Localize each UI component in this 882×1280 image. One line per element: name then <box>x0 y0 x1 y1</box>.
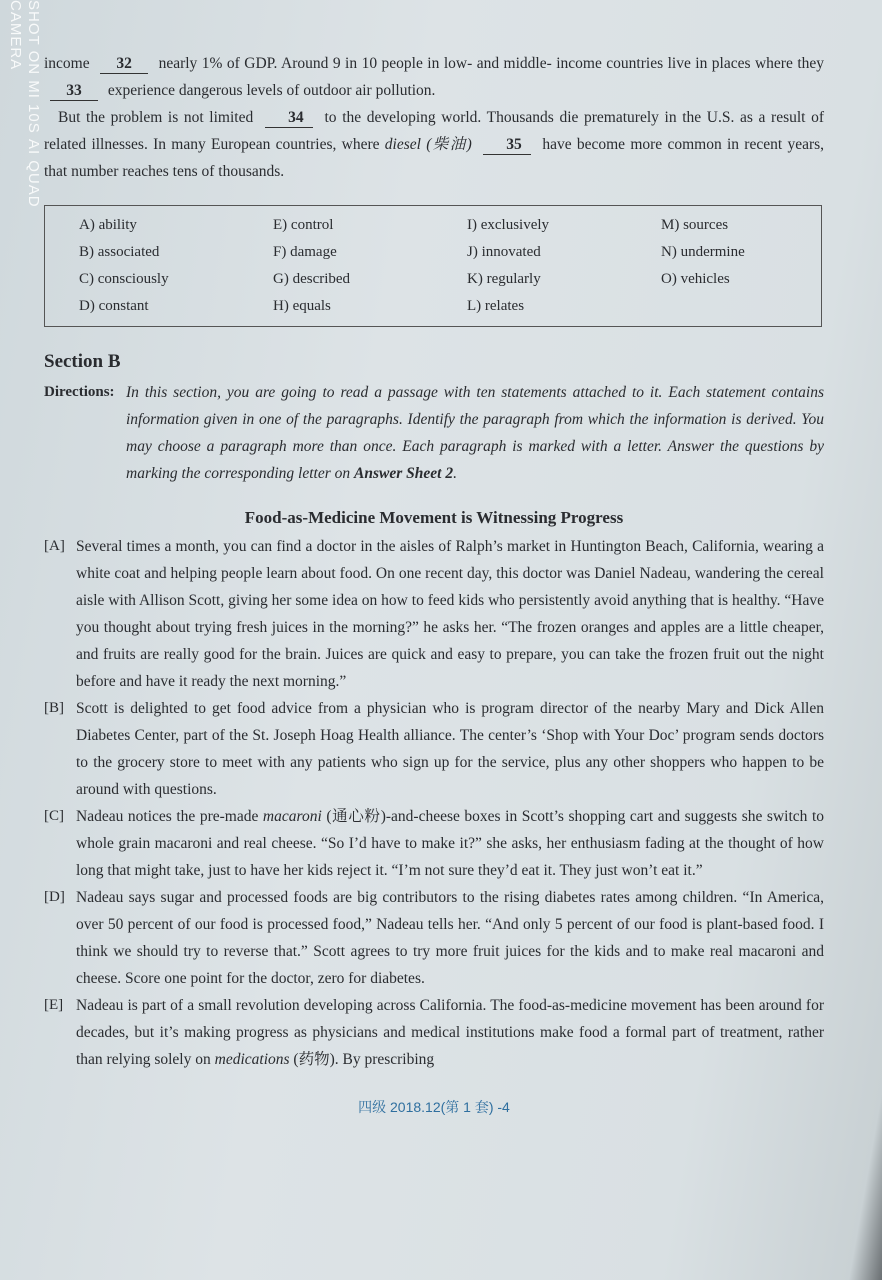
paragraph-d <box>44 884 824 992</box>
watermark-line-1: SHOT ON MI 10S <box>25 0 42 134</box>
option-j: J) innovated <box>467 244 541 260</box>
word-bank-column-4 <box>627 212 821 320</box>
option-a: A) ability <box>79 217 137 233</box>
paragraph-text: Scott is delighted to get food advice from a physician who is program director of the nearby Mary and Dick Allen Diabetes Center, part of the St. Joseph Hoag Health alliance. The center’s ‘Shop with Your Doc’ program sends doctors to the grocery store to meet with any patients who sign up for the service, plus any other shoppers who happen to be around with questions. <box>76 700 824 798</box>
blank-33[interactable]: 33 <box>50 82 98 101</box>
paragraph-text: Several times a month, you can find a doctor in the aisles of Ralph’s market in Huntington Beach, California, wearing a white coat and helping people learn about food. On one recent day, this doctor was Daniel Nadeau, wandering the cereal aisle with Allison Scott, giving her some idea on how to feed kids who persistently avoid anything that is healthy. “Have you thought about trying fresh juices in the morning?” he asks her. “The frozen oranges and apples are a little cheaper, and fruits are really good for the brain. Juices are quick and easy to prepare, you can take the frozen fruit out the night before and have it ready the next morning.” <box>76 538 824 690</box>
paragraph-b <box>44 695 824 803</box>
page-content <box>44 50 824 1117</box>
directions-text: In this section, you are going to read a passage with ten statements attached to it. Each statement contains information given in one of the paragraphs. Identify the paragraph from which the information is derived. You may choose a paragraph more than once. Each paragraph is marked with a letter. Answer the questions by marking the corresponding letter on Answer Sheet 2. <box>126 384 824 482</box>
passage-paragraph-2: But the problem is not limited 34 to the developing world. Thousands die prematurely in the U.S. as a result of related illnesses. In many European countries, where diesel (柴油) 35 have become more common in recent years, that number reaches tens of thousands. <box>44 109 825 180</box>
word-bank <box>44 205 822 327</box>
option-f: F) damage <box>273 244 337 260</box>
option-g: G) described <box>273 271 351 287</box>
camera-watermark <box>2 0 42 230</box>
option-o: O) vehicles <box>661 271 730 287</box>
passage-paragraph-1: income 32 nearly 1% of GDP. Around 9 in 10 people in low- and middle- income countries live in places where they 33 experience dangerous levels of outdoor air pollution. <box>44 55 825 99</box>
option-h: H) equals <box>273 298 331 314</box>
word-bank-column-1 <box>45 212 239 320</box>
word-bank-column-3 <box>433 212 627 320</box>
paragraph-text: Nadeau says sugar and processed foods are big contributors to the rising diabetes rates among children. “In America, over 50 percent of our food is processed food,” Nadeau tells her. “And only 5 percent of our food is plant-based food. I think we should try to reverse that.” Scott agrees to try more fruit juices for the kids and to make real macaroni and cheese. Score one point for the doctor, zero for diabetes. <box>76 889 824 987</box>
paragraph-label: [D] <box>44 889 65 905</box>
option-n: N) undermine <box>661 244 745 260</box>
passage-continuation <box>44 50 824 185</box>
blank-34[interactable]: 34 <box>265 109 313 128</box>
paragraph-e <box>44 992 824 1073</box>
option-i: I) exclusively <box>467 217 550 233</box>
paragraph-c <box>44 803 824 884</box>
directions-label: Directions: <box>44 384 115 400</box>
blank-32[interactable]: 32 <box>100 55 148 74</box>
option-m: M) sources <box>661 217 729 233</box>
watermark-line-2: AI QUAD CAMERA <box>7 0 42 208</box>
paragraph-text: Nadeau is part of a small revolution developing across California. The food-as-medicine movement has been around for decades, but it’s making progress as physicians and medical institutions make food a formal part of treatment, rather than relying solely on medications (药物). By prescribing <box>76 997 824 1068</box>
section-heading: Section B <box>44 351 121 372</box>
paragraph-label: [E] <box>44 997 64 1013</box>
option-c: C) consciously <box>79 271 169 287</box>
paragraph-a <box>44 533 824 695</box>
page-footer: 四级 2018.12(第 1 套) -4 <box>358 1099 510 1115</box>
blank-35[interactable]: 35 <box>483 136 531 155</box>
option-l: L) relates <box>467 298 525 314</box>
paragraph-label: [B] <box>44 700 64 716</box>
option-b: B) associated <box>79 244 160 260</box>
option-d: D) constant <box>79 298 149 314</box>
word-bank-column-2 <box>239 212 433 320</box>
paragraph-label: [C] <box>44 808 64 824</box>
directions <box>44 379 824 487</box>
option-k: K) regularly <box>467 271 541 287</box>
paragraph-text: Nadeau notices the pre-made macaroni (通心粉)-and-cheese boxes in Scott’s shopping cart and suggests she switch to whole grain macaroni and real cheese. “So I’d have to make it?” she asks, her enthusiasm fading at the thought of how long that might take, just to have her kids reject it. “I’m not sure they’d eat it. They just won’t eat it.” <box>76 808 825 879</box>
option-e: E) control <box>273 217 334 233</box>
paragraph-label: [A] <box>44 538 65 554</box>
article-title: Food-as-Medicine Movement is Witnessing Progress <box>244 508 624 527</box>
